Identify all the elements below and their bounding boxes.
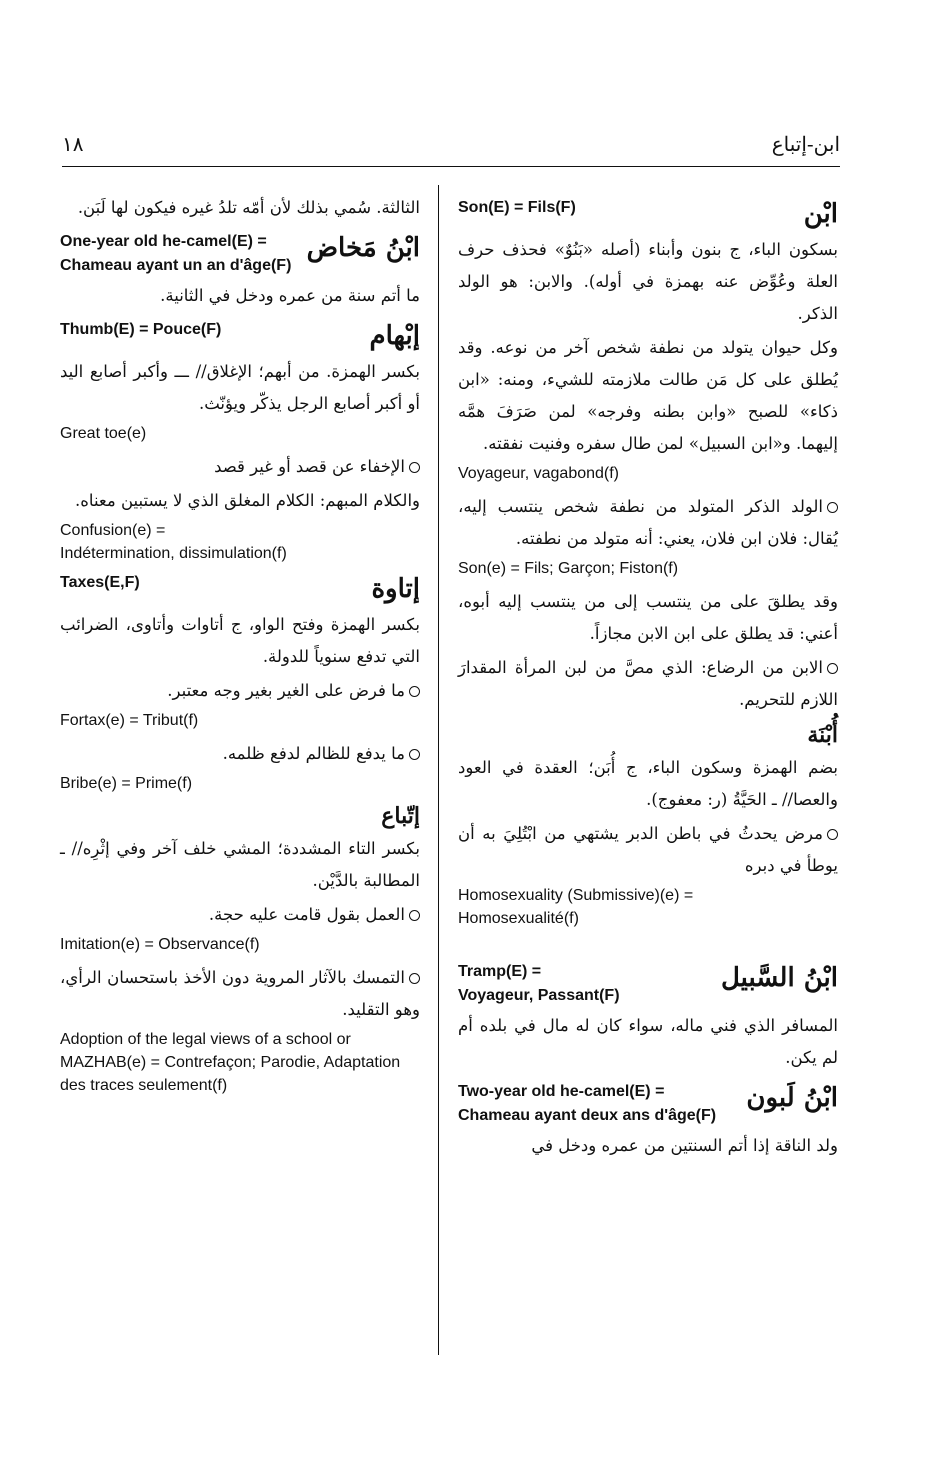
entry-ibn-makhad bbox=[60, 230, 420, 278]
translation: Adoption of the legal views of a school or MAZHAB(e) = Contrefaçon; Parodie, Adaptation des traces seulement(f) bbox=[60, 1031, 401, 1094]
definition: بضم الهمزة وسكون الباء، ج أُبَن؛ العقدة في العود والعصا// ـ الحَيَّةُ (ر: معفوج). bbox=[458, 758, 838, 809]
definition: ما فرض على الغير بغير وجه معتبر. bbox=[60, 675, 420, 707]
definition: الابن من الرضاع: الذي مصَّ من لبن المرأة المقدارَ اللازم للتحريم. bbox=[458, 658, 838, 709]
translation: Great toe(e) bbox=[60, 425, 147, 442]
translation: Voyageur, vagabond(f) bbox=[458, 465, 620, 482]
definition: ما أتم سنة من عمره ودخل في الثانية. bbox=[160, 286, 420, 305]
entry-ibham bbox=[60, 318, 420, 354]
equivalent: One-year old he-camel(E) = Chameau ayant un an d'âge(F) bbox=[60, 233, 292, 274]
circle-bullet-icon bbox=[827, 829, 838, 840]
entry-itawa bbox=[60, 571, 420, 607]
equivalent: Tramp(E) = Voyageur, Passant(F) bbox=[458, 963, 620, 1004]
definition: التمسك بالآثار المروية دون الأخذ باستحسان الرأي، وهو التقليد. bbox=[60, 968, 420, 1019]
headword: ابْنُ لَبون bbox=[746, 1083, 838, 1113]
page-header bbox=[62, 128, 840, 170]
definition: الإخفاء عن قصد أو غير قصد bbox=[60, 451, 420, 483]
translation: Homosexuality (Submissive)(e) = Homosexualité(f) bbox=[458, 887, 694, 927]
circle-bullet-icon bbox=[827, 663, 838, 674]
entry-ibn-labun bbox=[458, 1080, 838, 1128]
definition: المسافر الذي فني ماله، سواء كان له مال في بلده أم لم يكن. bbox=[458, 1016, 838, 1067]
headword: أُبْنَة bbox=[807, 722, 838, 748]
right-column bbox=[458, 190, 838, 1164]
headword: إتّباع bbox=[381, 803, 420, 829]
circle-bullet-icon bbox=[827, 502, 838, 513]
definition: بكسر التاء المشددة؛ المشي خلف آخر وفي إثْرِه// ـ المطالبة بالدَّيْن. bbox=[60, 839, 420, 890]
translation: Imitation(e) = Observance(f) bbox=[60, 936, 260, 953]
running-head: ابن-إتباع bbox=[771, 132, 840, 156]
entry-ibn-sabil bbox=[458, 960, 838, 1008]
definition: وقد يطلقَ على من ينتسب إلى من ينتسب إليه أبوه، أعني: قد يطلق على ابن الابن مجازاً. bbox=[458, 592, 838, 643]
circle-bullet-icon bbox=[409, 910, 420, 921]
circle-bullet-icon bbox=[409, 973, 420, 984]
equivalent: Thumb(E) = Pouce(F) bbox=[60, 321, 222, 338]
headword: إبْهام bbox=[369, 321, 420, 351]
equivalent: Taxes(E,F) bbox=[60, 574, 140, 591]
definition: ما يدفع للظالم لدفع ظلمه. bbox=[60, 738, 420, 770]
definition: بسكون الباء، ج بنون وأبناء (أصله «بَنُوٌ» فحذف حرف العلة وعُوِّض عنه بهمزة في أوله). والابن: هو الولد الذكر. bbox=[458, 240, 838, 323]
entry-ibn bbox=[458, 196, 838, 232]
headword: ابْنُ السَّبيل bbox=[720, 963, 838, 993]
definition: مرض يحدثُ في باطن الدبر يشتهي من ابْتُلِيَ به أن يوطأ في دبره bbox=[458, 824, 838, 875]
definition: والكلام المبهم: الكلام المغلق الذي لا يستبين معناه. bbox=[75, 491, 420, 510]
definition: ولد الناقة إذا أتم السنتين من عمره ودخل في bbox=[531, 1136, 838, 1155]
column-divider bbox=[438, 185, 439, 1355]
translation: Fortax(e) = Tribut(f) bbox=[60, 712, 199, 729]
headword: ابْن bbox=[803, 199, 838, 229]
page-number: ١٨ bbox=[62, 132, 84, 156]
equivalent: Son(E) = Fils(F) bbox=[458, 199, 576, 216]
translation: Bribe(e) = Prime(f) bbox=[60, 775, 193, 792]
definition: الولد الذكر المتولد من نطفة شخص ينتسب إليه، يُقال: فلان ابن فلان، يعني: أنه متولد من نطفته. bbox=[458, 497, 838, 548]
headword: إتاوة bbox=[371, 574, 420, 604]
header-rule bbox=[62, 166, 840, 167]
definition: وكل حيوان يتولد من نطفة شخص آخر من نوعه. وقد يُطلق على كل مَن طالت ملازمته للشيء، ومنه: «ابن ذكاء» للصبح «وابن بطنه وفرجه» لمن صَرَفَ همَّه إليهما. و«ابن السبيل» لمن طال سفره وفنيت نفقته. bbox=[458, 338, 838, 453]
translation: Son(e) = Fils; Garçon; Fiston(f) bbox=[458, 560, 679, 577]
circle-bullet-icon bbox=[409, 749, 420, 760]
left-column bbox=[60, 190, 420, 1103]
equivalent: Two-year old he-camel(E) = Chameau ayant deux ans d'âge(F) bbox=[458, 1083, 717, 1124]
definition: بكسر الهمزة. من أبهم؛ الإغلاق// ـــ وأكبر أصابع اليد أو أكبر أصابع الرجل يذكّر ويؤنّث. bbox=[60, 362, 420, 413]
definition: العمل بقول قامت عليه حجة. bbox=[60, 899, 420, 931]
circle-bullet-icon bbox=[409, 686, 420, 697]
circle-bullet-icon bbox=[409, 462, 420, 473]
definition: بكسر الهمزة وفتح الواو، ج أتاوات وأتاوى، الضرائب التي تدفع سنوياً للدولة. bbox=[60, 615, 420, 666]
translation: Confusion(e) = Indétermination, dissimulation(f) bbox=[60, 522, 287, 562]
definition-continued: الثالثة. سُمي بذلك لأن أمّه تلدُ غيره فيكون لها لَبَن. bbox=[77, 198, 420, 217]
headword: ابْنُ مَخاض bbox=[306, 233, 420, 263]
